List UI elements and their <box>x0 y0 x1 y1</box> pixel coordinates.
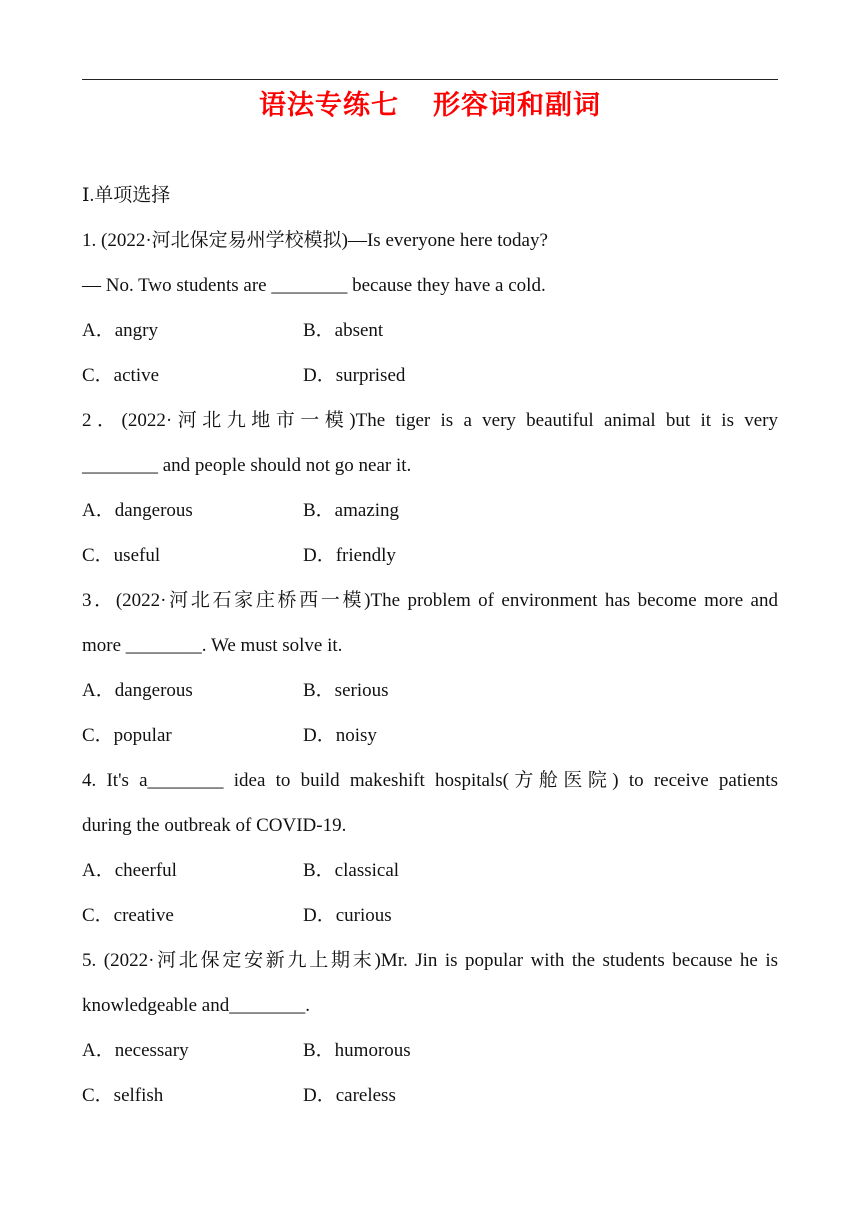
question-5-option-a: A．necessary <box>82 1040 189 1061</box>
question-4-option-c: C．creative <box>82 905 174 926</box>
question-1-options-row-2 <box>82 353 778 398</box>
question-2-option-d: D．friendly <box>303 545 396 566</box>
question-2-option-c: C．useful <box>82 545 161 566</box>
question-2-option-a: A．dangerous <box>82 500 193 521</box>
question-4-options-row-1 <box>82 848 778 893</box>
question-1-stem-line-1: 1. (2022·河北保定易州学校模拟)—Is everyone here today? <box>82 230 548 251</box>
question-5-stem-line-2: knowledgeable and________. <box>82 995 310 1016</box>
question-2-options-row-1 <box>82 488 778 533</box>
question-4-option-b: B．classical <box>303 860 400 881</box>
question-4-stem-line-1: 4. It's a________ idea to build makeshift hospitals(方舱医院) to receive patients <box>82 770 778 791</box>
question-5-stem-line-1: 5. (2022·河北保定安新九上期末)Mr. Jin is popular with the students because he is <box>82 950 778 971</box>
question-5-option-c: C．selfish <box>82 1085 164 1106</box>
question-2-options-row-2 <box>82 533 778 578</box>
header-rule <box>82 79 778 80</box>
page-title <box>0 86 860 126</box>
question-5-options-row-1 <box>82 1028 778 1073</box>
question-4-options-row-2 <box>82 893 778 938</box>
exercise-content <box>82 173 778 1118</box>
question-1-stem-line-2: — No. Two students are ________ because they have a cold. <box>82 275 546 296</box>
question-1-option-b: B．absent <box>303 320 384 341</box>
question-3-option-d: D．noisy <box>303 725 377 746</box>
question-1-option-d: D．surprised <box>303 365 406 386</box>
question-4-option-d: D．curious <box>303 905 392 926</box>
question-3-options-row-1 <box>82 668 778 713</box>
question-3-stem-line-1: 3．(2022·河北石家庄桥西一模)The problem of environment has become more and <box>82 590 778 611</box>
question-1-options-row-1 <box>82 308 778 353</box>
question-3-stem-line-2: more ________. We must solve it. <box>82 635 343 656</box>
question-2-stem-line-1: 2．(2022·河北九地市一模)The tiger is a very beautiful animal but it is very <box>82 410 778 431</box>
question-3-option-a: A．dangerous <box>82 680 193 701</box>
question-5-option-d: D．careless <box>303 1085 396 1106</box>
question-3-options-row-2 <box>82 713 778 758</box>
question-2-stem-line-2: ________ and people should not go near it. <box>82 455 412 476</box>
question-5-options-row-2 <box>82 1073 778 1118</box>
question-3-option-b: B．serious <box>303 680 389 701</box>
question-5-option-b: B．humorous <box>303 1040 411 1061</box>
question-1-option-a: A．angry <box>82 320 158 341</box>
section-heading: Ⅰ.单项选择 <box>82 185 171 206</box>
question-1-option-c: C．active <box>82 365 160 386</box>
question-4-stem-line-2: during the outbreak of COVID-19. <box>82 815 347 836</box>
question-2-option-b: B．amazing <box>303 500 400 521</box>
title-part-1: 语法专练七 <box>259 90 399 121</box>
title-part-2: 形容词和副词 <box>433 90 601 121</box>
question-3-option-c: C．popular <box>82 725 172 746</box>
question-4-option-a: A．cheerful <box>82 860 177 881</box>
